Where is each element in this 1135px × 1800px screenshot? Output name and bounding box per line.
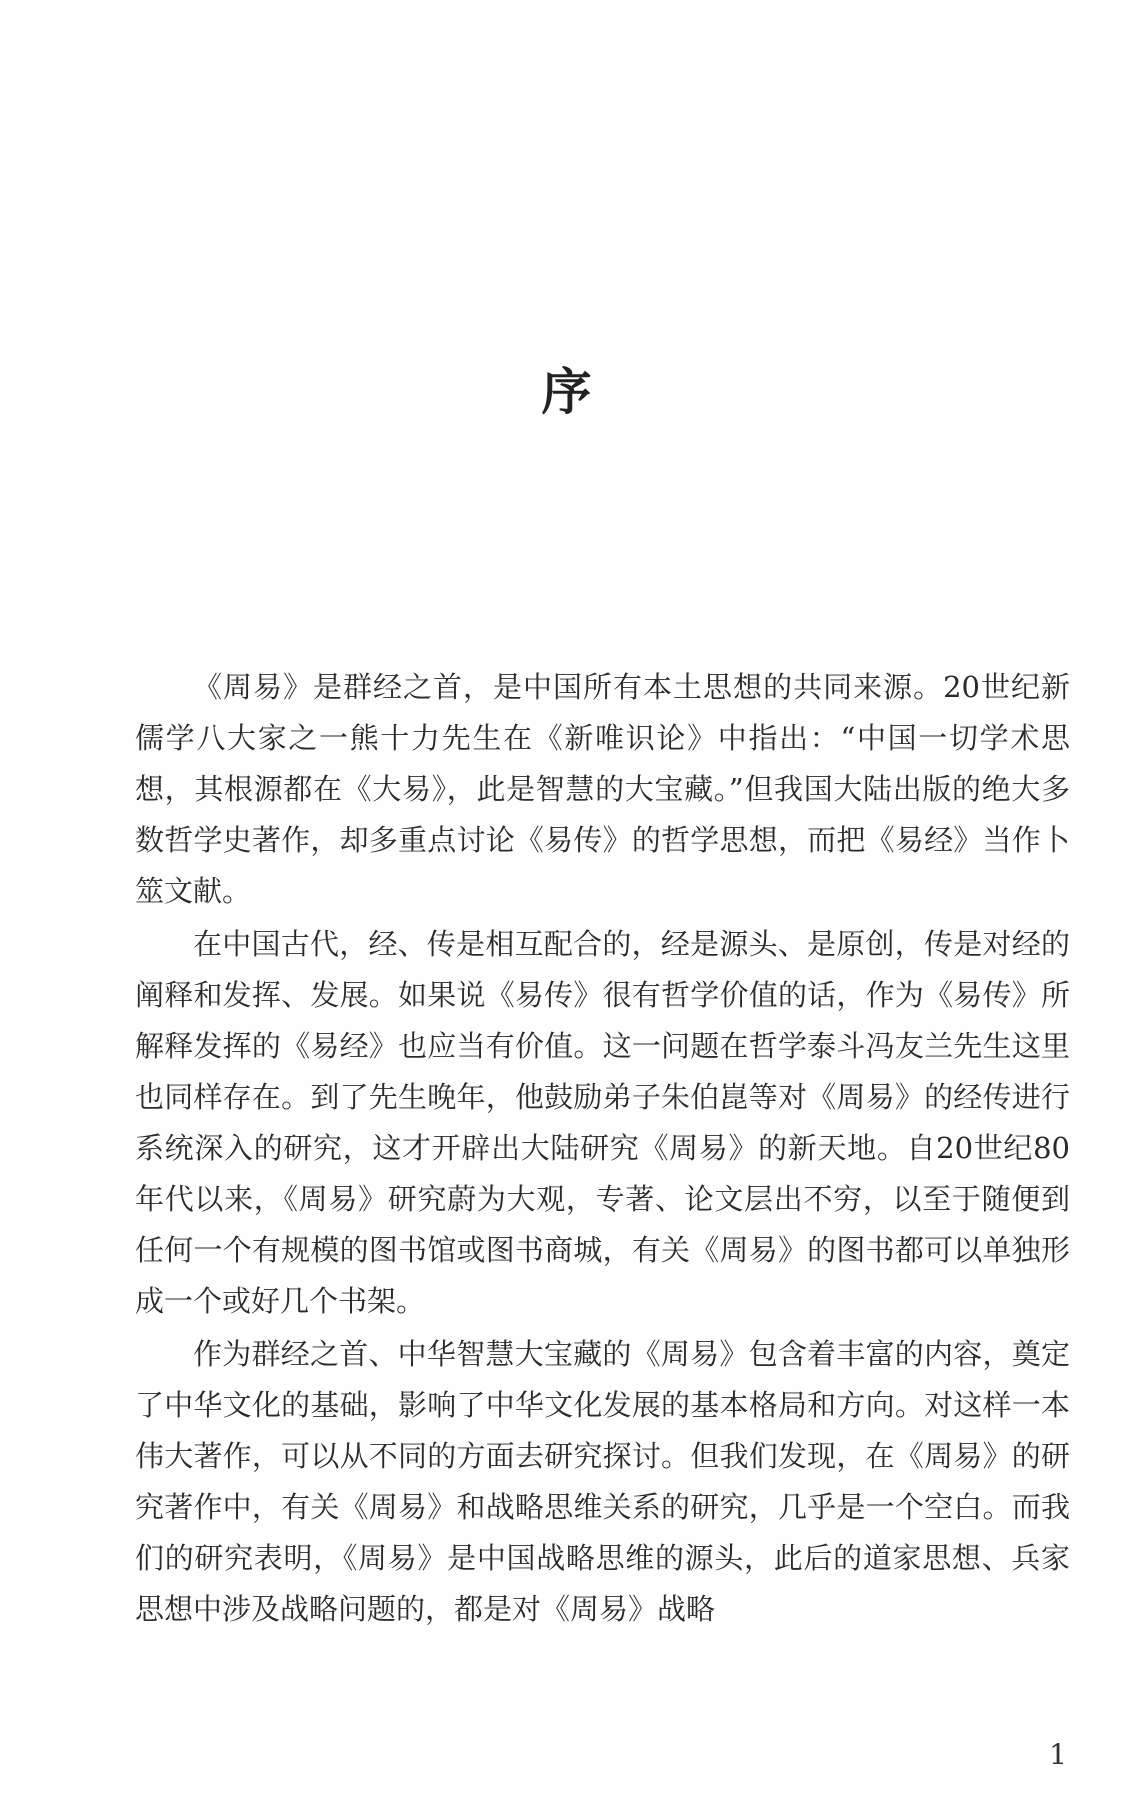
page-number: 1 (1049, 1738, 1067, 1771)
paragraph-3: 作为群经之首、中华智慧大宝藏的《周易》包含着丰富的内容，奠定了中华文化的基础，影响了中华文化发展的基本格局和方向。对这样一本伟大著作，可以从不同的方面去研究探讨。但我们发现，在《周易》的研究著作中，有关《周易》和战略思维关系的研究，几乎是一个空白。而我们的研究表明，《周易》是中国战略思维的源头，此后的道家思想、兵家思想中涉及战略问题的，都是对《周易》战略 (135, 1337, 1070, 1626)
paragraph-1: 《周易》是群经之首，是中国所有本土思想的共同来源。20世纪新儒学八大家之一熊十力先生在《新唯识论》中指出：“中国一切学术思想，其根源都在《大易》，此是智慧的大宝藏。”但我国大陆出版的绝大多数哲学史著作，却多重点讨论《易传》的哲学思想，而把《易经》当作卜筮文献。 (135, 670, 1070, 908)
paragraph-2: 在中国古代，经、传是相互配合的，经是源头、是原创，传是对经的阐释和发挥、发展。如果说《易传》很有哲学价值的话，作为《易传》所解释发挥的《易经》也应当有价值。这一问题在哲学泰斗冯友兰先生这里也同样存在。到了先生晚年，他鼓励弟子朱伯崑等对《周易》的经传进行系统深入的研究，这才开辟出大陆研究《周易》的新天地。自20世纪80年代以来，《周易》研究蔚为大观，专著、论文层出不穷，以至于随便到任何一个有规模的图书馆或图书商城，有关《周易》的图书都可以单独形成一个或好几个书架。 (135, 927, 1070, 1318)
page-title: 序 (541, 362, 594, 421)
preface-body (135, 662, 1070, 1637)
